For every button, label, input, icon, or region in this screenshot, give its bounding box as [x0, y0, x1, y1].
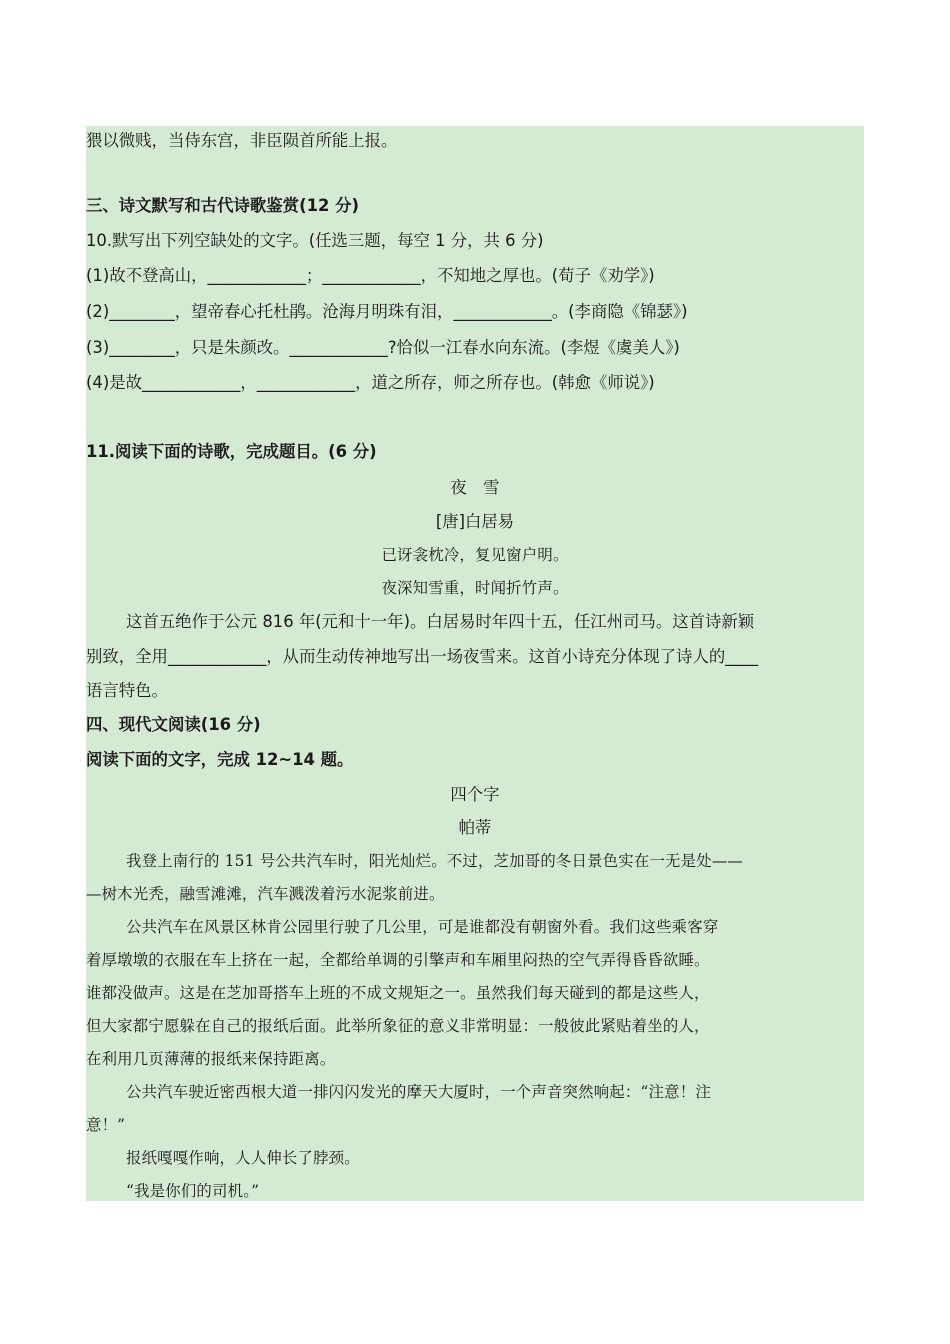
- question-10-item-3: (3)________，只是朱颜改。____________?恰似一江春水向东流。(李煜《虞美人》): [86, 338, 680, 357]
- paragraph-line: 这首五绝作于公元 816 年(元和十一年)。白居易时年四十五，任江州司马。这首诗新颖: [126, 612, 755, 631]
- story-line: —树木光秃，融雪滩滩，汽车溅泼着污水泥浆前进。: [86, 885, 445, 903]
- section-subheading: 阅读下面的文字，完成 12~14 题。: [86, 750, 354, 769]
- story-line: “我是你们的司机。”: [126, 1182, 260, 1200]
- poem-line: 夜深知雪重，时闻折竹声。: [381, 579, 569, 597]
- document-page: [86, 126, 864, 1201]
- story-line: 公共汽车驶近密西根大道一排闪闪发光的摩天大厦时，一个声音突然响起：“注意！注: [126, 1083, 711, 1101]
- story-line: 意！”: [86, 1116, 126, 1134]
- story-title: 四个字: [450, 785, 500, 804]
- question-10-item-1: (1)故不登高山，____________；____________，不知地之厚也。(荀子《劝学》): [86, 266, 655, 285]
- story-line: 报纸嘎嘎作响，人人伸长了脖颈。: [126, 1149, 360, 1167]
- paragraph-line: 别致，全用____________，从而生动传神地写出一场夜雪来。这首小诗充分体现了诗人的____: [86, 647, 759, 666]
- story-line: 在利用几页薄薄的报纸来保持距离。: [86, 1050, 336, 1068]
- story-line: 但大家都宁愿躲在自己的报纸后面。此举所象征的意义非常明显：一般彼此紧贴着坐的人，: [86, 1017, 710, 1035]
- poem-line: 已讶衾枕冷，复见窗户明。: [381, 546, 569, 564]
- story-line: 着厚墩墩的衣服在车上挤在一起，全都给单调的引擎声和车厢里闷热的空气弄得昏昏欲睡。: [86, 951, 710, 969]
- story-line: 我登上南行的 151 号公共汽车时，阳光灿烂。不过，芝加哥的冬日景色实在一无是处——: [126, 852, 744, 870]
- question-11: 11.阅读下面的诗歌，完成题目。(6 分): [86, 442, 377, 461]
- question-10-item-2: (2)________，望帝春心托杜鹃。沧海月明珠有泪，____________。(李商隐《锦瑟》): [86, 302, 688, 321]
- poem-author: [唐]白居易: [435, 512, 515, 531]
- story-line: 谁都没做声。这是在芝加哥搭车上班的不成文规矩之一。虽然我们每天碰到的都是这些人，: [86, 984, 710, 1002]
- story-author: 帕蒂: [458, 818, 492, 837]
- poem-title: 夜 雪: [450, 478, 500, 497]
- section-heading: 四、现代文阅读(16 分): [86, 715, 261, 734]
- text-line: 猥以微贱，当侍东宫，非臣陨首所能上报。: [86, 131, 398, 150]
- question-10: 10.默写出下列空缺处的文字。(任选三题，每空 1 分，共 6 分): [86, 231, 544, 250]
- question-10-item-4: (4)是故____________，____________，道之所存，师之所存也。(韩愈《师说》): [86, 373, 655, 392]
- story-line: 公共汽车在风景区林肯公园里行驶了几公里，可是谁都没有朝窗外看。我们这些乘客穿: [126, 918, 719, 936]
- paragraph-line: 语言特色。: [86, 681, 168, 700]
- section-heading: 三、诗文默写和古代诗歌鉴赏(12 分): [86, 196, 359, 215]
